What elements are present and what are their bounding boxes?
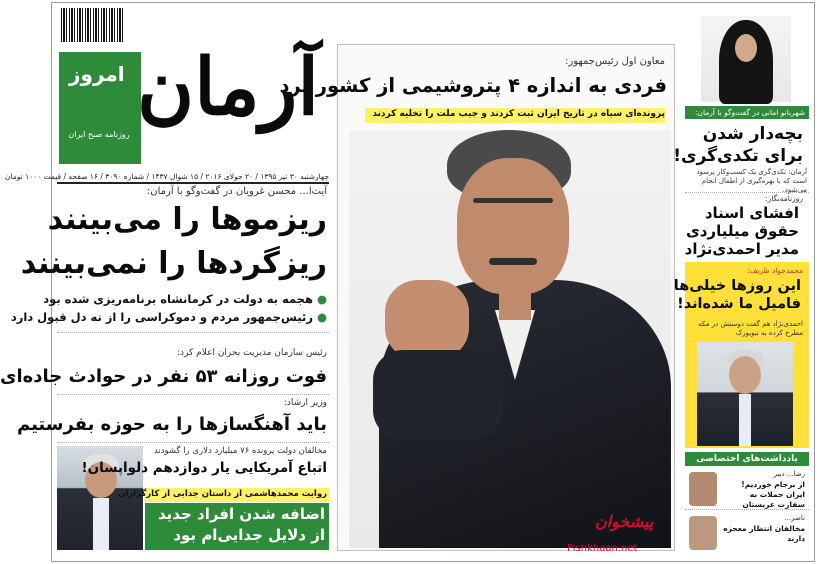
divider: [57, 394, 329, 395]
moustache: [489, 258, 537, 265]
note-author-photo: [689, 516, 717, 550]
notes-header: یادداشت‌های اختصاصی: [685, 452, 809, 466]
masthead-subtitle: روزنامه صبح ایران: [68, 130, 130, 139]
right-story2-kicker: روزنامه‌نگار:: [765, 194, 803, 203]
note-author-photo: [689, 472, 717, 506]
barcode: [61, 8, 123, 42]
note-text: از برجام خوردیم! ایران حملات به سفارت عربستان: [741, 480, 805, 509]
divider: [57, 442, 329, 443]
face: [735, 34, 757, 62]
story3-headline[interactable]: باید آهنگسازها را به حوزه بفرستیم: [16, 414, 327, 435]
sleeve: [373, 350, 503, 440]
story5-headline-line1[interactable]: اضافه شدن افراد جدید: [158, 505, 325, 523]
pishkhan-watermark[interactable]: Pishkhaan.net: [567, 543, 638, 554]
story4-headline[interactable]: اتباع آمریکایی یار دوازدهم دلواپسان!: [81, 460, 327, 476]
right-story3-desc: احمدی‌نژاد هم گفت دوستش در مکه مطرح کرده به نیویورک: [698, 320, 803, 337]
date-line: چهارشنبه ۳۰ تیر ۱۳۹۵ / ۲۰ جولای ۲۰۱۶ / ۱۵ شوال ۱۴۳۷ / شماره ۳۰۹۰ / ۱۶ صفحه / قیمت ۱۰۰۰ تومان: [4, 172, 329, 181]
zarif-photo: [697, 342, 793, 446]
masthead-title: آرمان: [136, 42, 319, 133]
masthead-rule: [57, 182, 329, 184]
story1-headline-line1[interactable]: ریزموها را می‌بینند: [47, 202, 327, 237]
eyebrows: [473, 198, 553, 203]
pishkhan-logo: پیشخوان: [595, 512, 654, 531]
face: [729, 356, 761, 394]
right-story2-line2[interactable]: حقوق میلیاردی: [685, 222, 799, 240]
story2-kicker: رئیس سازمان مدیریت بحران اعلام کرد:: [177, 348, 327, 358]
note-author: رضا... دبیر: [773, 470, 805, 478]
note-text: مخالفان انتظار معجزه دارند: [723, 524, 805, 543]
chador: [719, 20, 773, 104]
right-story2-line1[interactable]: افشای اسناد: [704, 204, 799, 222]
note-author: ناصر...: [784, 514, 805, 522]
lead-subhead: پرونده‌ای سیاه در تاریخ ایران ثبت کردند و جیب ملت را تخلیه کردند: [372, 109, 665, 119]
story1-bullet-2: ● رئیس‌جمهور مردم و دموکراسی را از ته دل قبول دارد: [10, 310, 327, 324]
story5-strip: روایت محمدهاشمی از داستان جدایی از کارگزاران: [118, 489, 327, 499]
shirt: [93, 498, 109, 550]
lead-kicker: معاون اول رئیس‌جمهور:: [565, 56, 665, 67]
right-story1-label: شهربانو امانی در گفت‌وگو با آرمان:: [685, 106, 809, 119]
right-story3-kicker: محمدجواد ظریف:: [747, 266, 803, 275]
story5-headline-line2[interactable]: از دلایل جدایی‌ام بود: [173, 526, 325, 544]
right-story3-line2[interactable]: فامیل ما شده‌اند!: [677, 296, 801, 312]
masthead: [57, 40, 329, 168]
story1-kicker: آیت‌ا... محسن غرویان در گفت‌وگو با آرمان:: [146, 186, 327, 197]
right-story1-desc: آرمان: تکدی‌گری یک کسب‌وکار پرسود است که با بهره‌گیری از اطفال انجام می‌شود.: [696, 168, 807, 194]
story2-headline[interactable]: فوت روزانه ۵۳ نفر در حوادث جاده‌ای: [0, 366, 327, 387]
story1-bullet-1: ● هجمه به دولت در کرمانشاه برنامه‌ریزی شده بود: [43, 292, 327, 306]
masthead-emrooz: امروز: [69, 62, 125, 86]
notes-item-2[interactable]: [685, 512, 809, 554]
right-story1-title-line2[interactable]: برای تکدی‌گری!: [673, 146, 803, 166]
lead-photo: [349, 130, 671, 548]
right-story3-line1[interactable]: این روزها خیلی‌ها: [673, 278, 801, 294]
story3-kicker: وزیر ارشاد:: [283, 398, 327, 408]
notes-item-1[interactable]: [685, 468, 809, 510]
right-story1-title-line1[interactable]: بچه‌دار شدن: [702, 124, 803, 144]
head-face: [457, 158, 569, 294]
lead-headline[interactable]: فردی به اندازه ۴ پتروشیمی از کشور برد: [279, 74, 667, 97]
hands: [385, 280, 469, 360]
right-story2-line3[interactable]: مدیر احمدی‌نژاد: [684, 240, 799, 258]
shirt: [739, 394, 751, 446]
divider: [57, 332, 329, 333]
amani-photo: [701, 16, 791, 102]
story4-kicker: مخالفان دولت پرونده ۷۶ میلیارد دلاری را گشودند: [153, 446, 327, 456]
story1-headline-line2[interactable]: ریزگردها را نمی‌بینند: [20, 246, 327, 281]
divider: [685, 192, 809, 193]
